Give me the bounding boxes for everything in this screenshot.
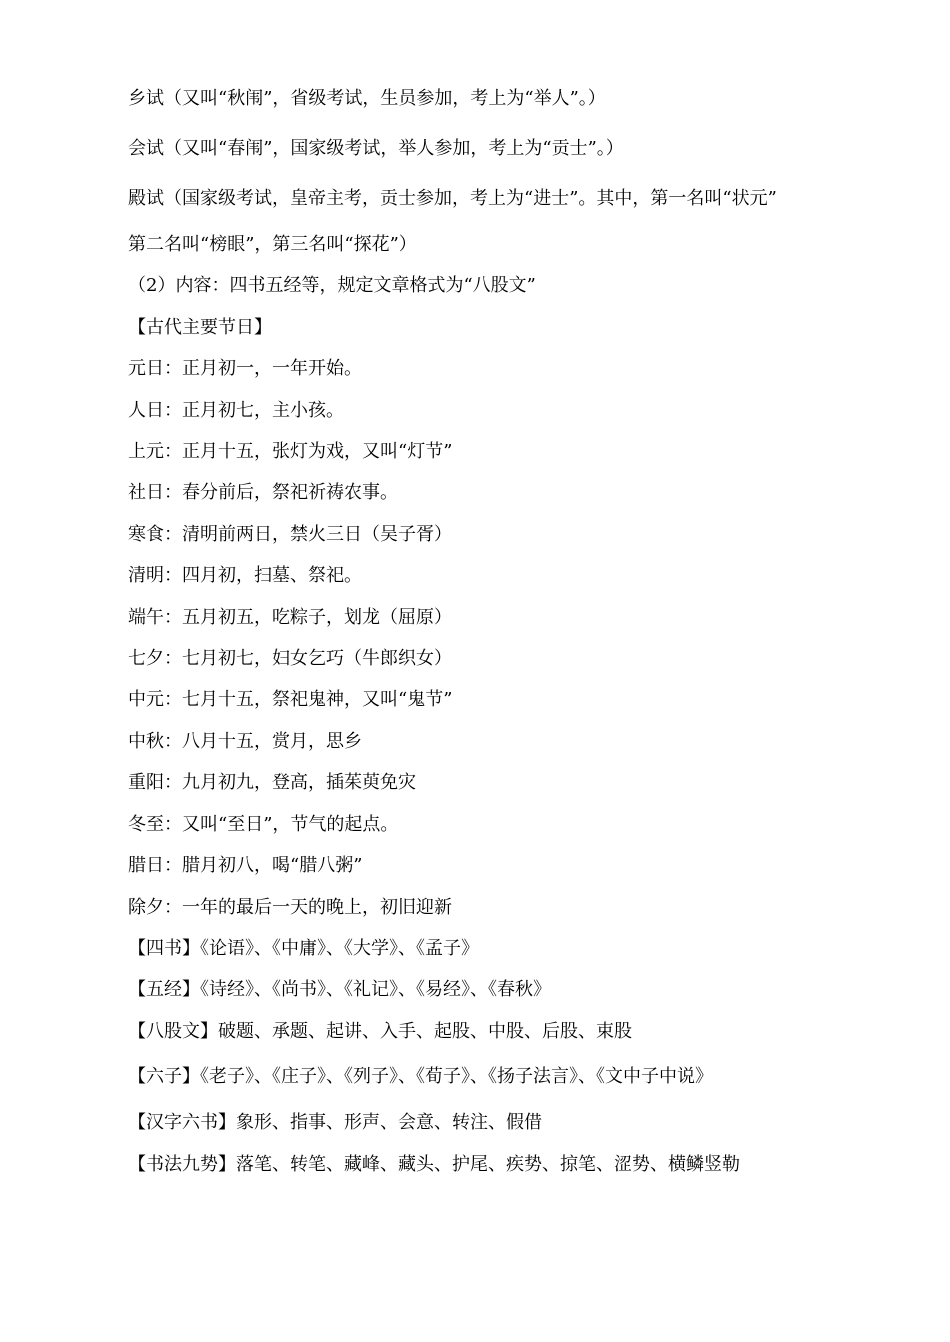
paragraph-rankings: 第二名叫“榜眼”，第三名叫“探花”） xyxy=(128,234,417,255)
festival-item: 七夕：七月初七，妇女乞巧（牛郎织女） xyxy=(128,648,452,670)
paragraph-six-scripts: 【汉字六书】象形、指事、形声、会意、转注、假借 xyxy=(128,1112,542,1134)
paragraph-huishi: 会试（又叫“春闱”，国家级考试，举人参加，考上为“贡士”。） xyxy=(128,138,624,159)
festival-item: 除夕：一年的最后一天的晚上，初旧迎新 xyxy=(128,896,452,918)
festival-item: 中元：七月十五，祭祀鬼神，又叫“鬼节” xyxy=(128,689,453,711)
festival-item: 冬至：又叫“至日”，节气的起点。 xyxy=(128,813,399,835)
festival-item: 元日：正月初一，一年开始。 xyxy=(128,358,362,380)
festival-item: 中秋：八月十五，赏月，思乡 xyxy=(128,730,362,752)
paragraph-dianshi: 殿试（国家级考试，皇帝主考，贡士参加，考上为“进士”。其中，第一名叫“状元” xyxy=(128,188,777,209)
festival-item: 人日：正月初七，主小孩。 xyxy=(128,399,344,421)
festival-item: 腊日：腊月初八，喝“腊八粥” xyxy=(128,855,363,877)
festival-item: 重阳：九月初九，登高，插茱萸免灾 xyxy=(128,772,416,794)
festival-item: 清明：四月初，扫墓、祭祀。 xyxy=(128,565,362,587)
paragraph-xiangshi: 乡试（又叫“秋闱”，省级考试，生员参加，考上为“举人”。） xyxy=(128,88,606,109)
paragraph-five-classics: 【五经】《诗经》、《尚书》、《礼记》、《易经》、《春秋》 xyxy=(128,979,551,1001)
paragraph-nine-calligraphy-forces: 【书法九势】落笔、转笔、藏峰、藏头、护尾、疾势、掠笔、涩势、横鳞竖勒 xyxy=(128,1153,740,1175)
paragraph-eight-legged-essay: 【八股文】破题、承题、起讲、入手、起股、中股、后股、束股 xyxy=(128,1020,632,1042)
section-heading-festivals: 【古代主要节日】 xyxy=(128,316,272,338)
festival-item: 端午：五月初五，吃粽子，划龙（屈原） xyxy=(128,606,452,628)
paragraph-exam-content: （2）内容：四书五经等，规定文章格式为“八股文” xyxy=(128,275,536,297)
festival-item: 上元：正月十五，张灯为戏，又叫“灯节” xyxy=(128,441,453,463)
festival-item: 寒食：清明前两日，禁火三日（吴子胥） xyxy=(128,523,452,545)
festival-item: 社日：春分前后，祭祀祈祷农事。 xyxy=(128,482,398,504)
paragraph-four-books: 【四书】《论语》、《中庸》、《大学》、《孟子》 xyxy=(128,937,479,959)
document-body xyxy=(90,78,830,1185)
paragraph-six-masters: 【六子】《老子》、《庄子》、《列子》、《荀子》、《扬子法言》、《文中子中说》 xyxy=(128,1066,713,1088)
